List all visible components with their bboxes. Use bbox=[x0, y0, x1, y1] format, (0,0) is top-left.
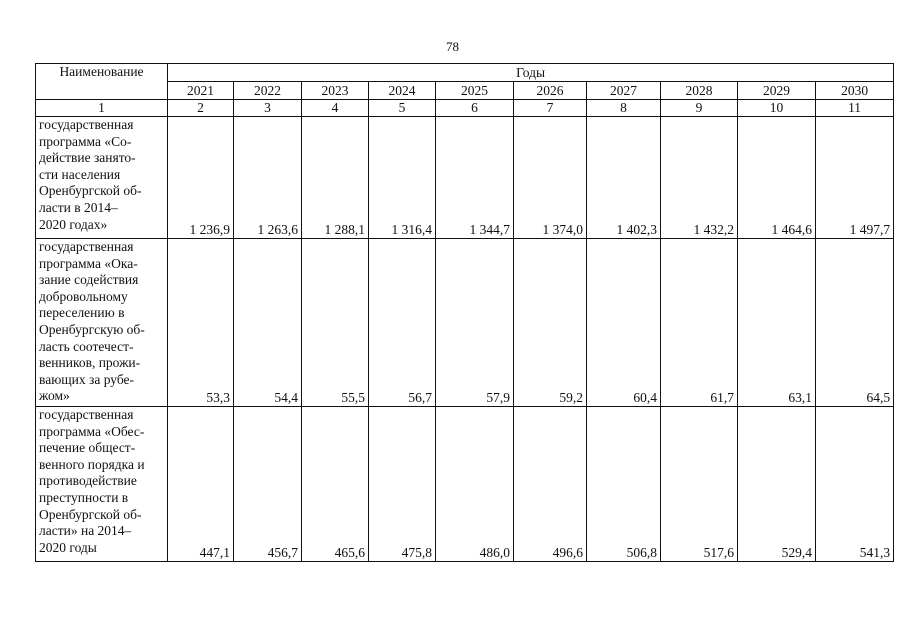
program-name-line: 2020 годы bbox=[39, 539, 97, 555]
year-header-cell: 2022 bbox=[234, 82, 302, 100]
program-name-line: Оренбургской об- bbox=[39, 506, 142, 522]
value-cell-2028: 61,7 bbox=[661, 239, 738, 407]
year-header-cell: 2026 bbox=[514, 82, 587, 100]
program-name-line: ласти» на 2014– bbox=[39, 523, 132, 539]
column-number-cell: 9 bbox=[661, 100, 738, 117]
column-number-cell: 4 bbox=[302, 100, 369, 117]
value-cell-2027: 1 402,3 bbox=[587, 117, 661, 239]
value-cell-2030: 64,5 bbox=[816, 239, 894, 407]
program-name-line: программа «Со- bbox=[39, 133, 132, 149]
value-cell-2030: 541,3 bbox=[816, 407, 894, 562]
table-row bbox=[36, 117, 894, 239]
column-number-cell: 11 bbox=[816, 100, 894, 117]
value-cell-2026: 496,6 bbox=[514, 407, 587, 562]
value-cell-2027: 506,8 bbox=[587, 407, 661, 562]
program-name-line: ласть соотечест- bbox=[39, 338, 134, 354]
program-name-line: государственная bbox=[39, 239, 134, 254]
column-number-cell: 5 bbox=[369, 100, 436, 117]
program-name-line: 2020 годах» bbox=[39, 216, 108, 232]
value-cell-2021: 447,1 bbox=[168, 407, 234, 562]
program-name-line: действие занято- bbox=[39, 150, 136, 166]
column-number-cell: 6 bbox=[436, 100, 514, 117]
column-number-cell: 7 bbox=[514, 100, 587, 117]
program-name-line: Оренбургскую об- bbox=[39, 321, 145, 337]
value-cell-2029: 1 464,6 bbox=[738, 117, 816, 239]
expenditure-table bbox=[35, 63, 894, 562]
value-cell-2024: 1 316,4 bbox=[369, 117, 436, 239]
year-header-cell: 2025 bbox=[436, 82, 514, 100]
value-cell-2028: 517,6 bbox=[661, 407, 738, 562]
program-name-line: переселению в bbox=[39, 305, 125, 321]
program-name-line: государственная bbox=[39, 117, 134, 132]
value-cell-2024: 56,7 bbox=[369, 239, 436, 407]
value-cell-2023: 55,5 bbox=[302, 239, 369, 407]
value-cell-2028: 1 432,2 bbox=[661, 117, 738, 239]
year-header-cell: 2027 bbox=[587, 82, 661, 100]
table-row bbox=[36, 407, 894, 562]
column-number-cell: 10 bbox=[738, 100, 816, 117]
column-number-cell: 3 bbox=[234, 100, 302, 117]
value-cell-2027: 60,4 bbox=[587, 239, 661, 407]
value-cell-2024: 475,8 bbox=[369, 407, 436, 562]
value-cell-2029: 529,4 bbox=[738, 407, 816, 562]
program-name-cell bbox=[36, 407, 168, 562]
value-cell-2026: 59,2 bbox=[514, 239, 587, 407]
program-name-line: преступности в bbox=[39, 489, 129, 505]
value-cell-2022: 456,7 bbox=[234, 407, 302, 562]
column-number-cell: 8 bbox=[587, 100, 661, 117]
program-name-line: программа «Ока- bbox=[39, 255, 138, 271]
year-header-cell: 2023 bbox=[302, 82, 369, 100]
program-name-line: противодействие bbox=[39, 473, 137, 489]
program-name-line: государственная bbox=[39, 407, 134, 422]
program-name-line: Оренбургской об- bbox=[39, 183, 142, 199]
value-cell-2025: 486,0 bbox=[436, 407, 514, 562]
column-number-row bbox=[36, 100, 894, 117]
value-cell-2025: 1 344,7 bbox=[436, 117, 514, 239]
table-row bbox=[36, 239, 894, 407]
year-header-cell: 2030 bbox=[816, 82, 894, 100]
value-cell-2026: 1 374,0 bbox=[514, 117, 587, 239]
year-header-cell: 2028 bbox=[661, 82, 738, 100]
program-name-line: венного порядка и bbox=[39, 456, 145, 472]
column-number-cell: 2 bbox=[168, 100, 234, 117]
value-cell-2021: 53,3 bbox=[168, 239, 234, 407]
program-name-line: вающих за рубе- bbox=[39, 371, 135, 387]
name-column-header: Наименование bbox=[36, 64, 168, 100]
value-cell-2022: 54,4 bbox=[234, 239, 302, 407]
header-row bbox=[36, 64, 894, 82]
program-name-line: жом» bbox=[39, 388, 70, 404]
value-cell-2025: 57,9 bbox=[436, 239, 514, 407]
value-cell-2023: 465,6 bbox=[302, 407, 369, 562]
program-name-line: сти населения bbox=[39, 166, 121, 182]
program-name-line: венников, прожи- bbox=[39, 355, 141, 371]
value-cell-2030: 1 497,7 bbox=[816, 117, 894, 239]
program-name-line: ласти в 2014– bbox=[39, 199, 118, 215]
program-name-cell bbox=[36, 239, 168, 407]
value-cell-2029: 63,1 bbox=[738, 239, 816, 407]
value-cell-2021: 1 236,9 bbox=[168, 117, 234, 239]
years-group-header: Годы bbox=[168, 64, 894, 82]
page-number: 78 bbox=[446, 39, 459, 54]
program-name-line: программа «Обес- bbox=[39, 423, 145, 439]
year-header-cell: 2024 bbox=[369, 82, 436, 100]
program-name-line: печение общест- bbox=[39, 440, 136, 456]
program-name-cell bbox=[36, 117, 168, 239]
column-number-cell: 1 bbox=[36, 100, 168, 117]
year-header-cell: 2021 bbox=[168, 82, 234, 100]
value-cell-2022: 1 263,6 bbox=[234, 117, 302, 239]
value-cell-2023: 1 288,1 bbox=[302, 117, 369, 239]
program-name-line: зание содействия bbox=[39, 272, 139, 288]
year-header-cell: 2029 bbox=[738, 82, 816, 100]
program-name-line: добровольному bbox=[39, 288, 128, 304]
